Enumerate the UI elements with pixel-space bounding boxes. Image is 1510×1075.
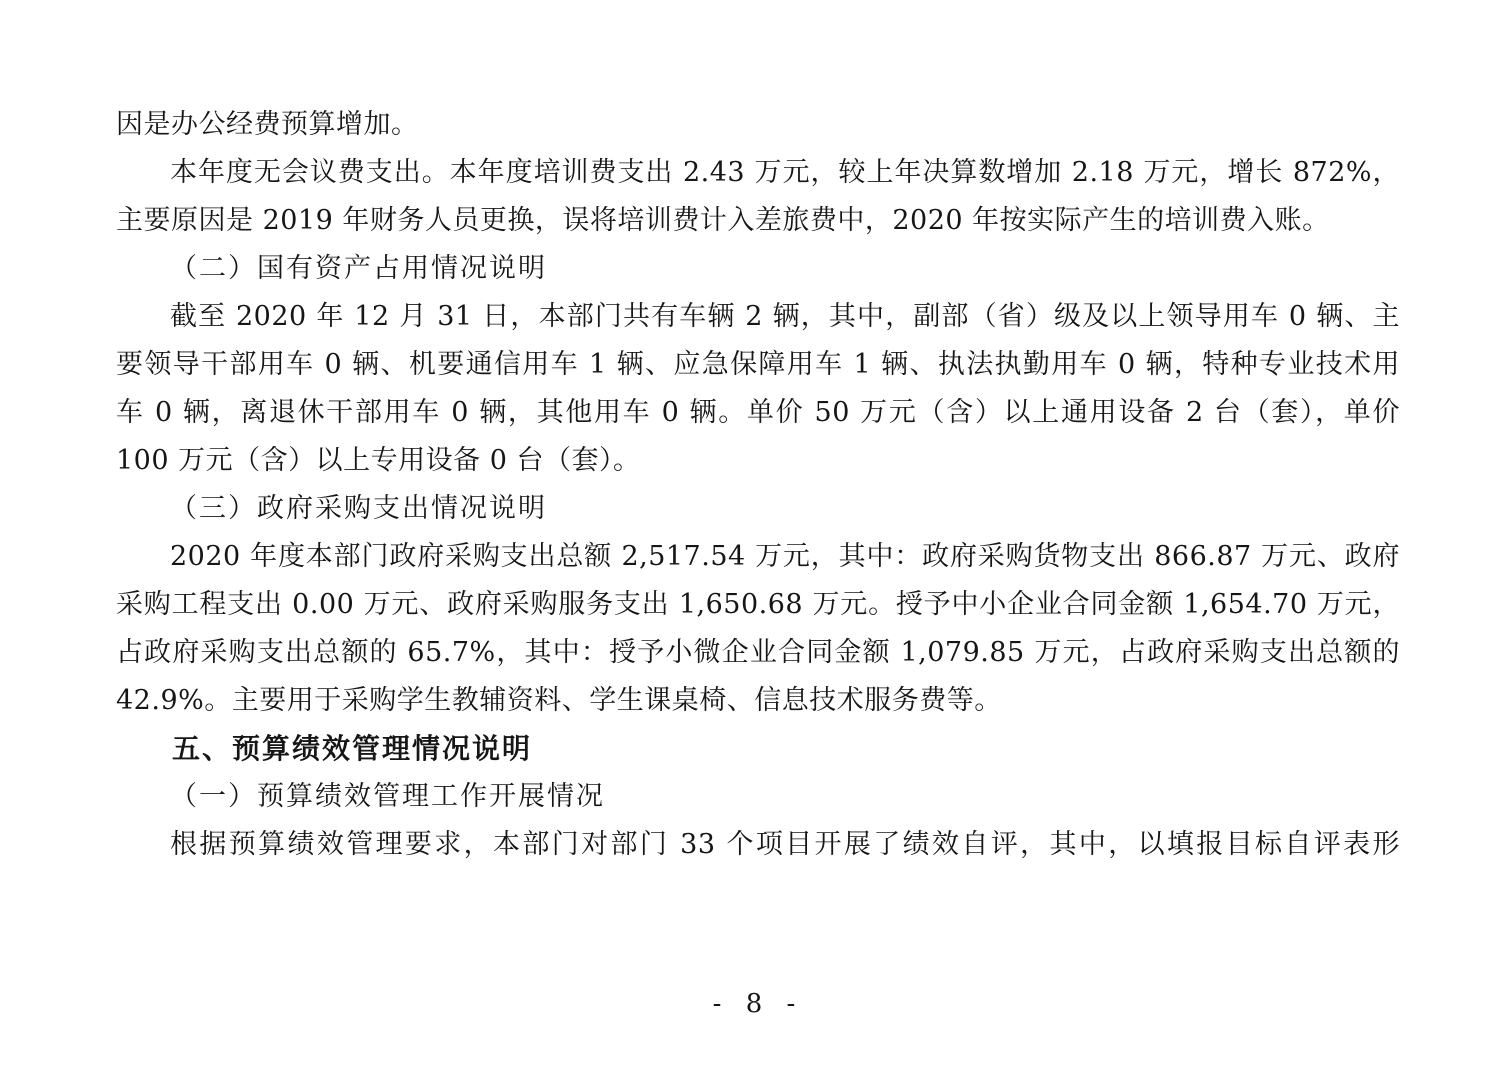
- paragraph-training-fee-line-1: 本年度无会议费支出。本年度培训费支出 2.43 万元，较上年决算数增加 2.18 万元，增长 872%，: [170, 157, 1400, 188]
- paragraph-training-fee-line-2: 主要原因是 2019 年财务人员更换，误将培训费计入差旅费中，2020 年按实际产生的培训费入账。: [116, 205, 1330, 236]
- heading-budget-performance-management: 五、预算绩效管理情况说明: [172, 732, 533, 765]
- heading-state-assets-occupancy: （二）国有资产占用情况说明: [170, 253, 547, 284]
- paragraph-performance-line-1: 根据预算绩效管理要求，本部门对部门 33 个项目开展了绩效自评，其中，以填报目标自评表形: [170, 829, 1400, 860]
- paragraph-state-assets-line-2: 要领导干部用车 0 辆、机要通信用车 1 辆、应急保障用车 1 辆、执法执勤用车 0 辆，特种专业技术用: [116, 349, 1400, 380]
- document-body: [116, 101, 1400, 869]
- page-footer: [116, 984, 1400, 1024]
- heading-government-procurement: （三）政府采购支出情况说明: [170, 493, 547, 524]
- paragraph-state-assets-line-1: 截至 2020 年 12 月 31 日，本部门共有车辆 2 辆，其中，副部（省）级及以上领导用车 0 辆、主: [170, 301, 1400, 332]
- paragraph-state-assets-line-3: 车 0 辆，离退休干部用车 0 辆，其他用车 0 辆。单价 50 万元（含）以上通用设备 2 台（套），单价: [116, 397, 1400, 428]
- paragraph-procurement-line-1: 2020 年度本部门政府采购支出总额 2,517.54 万元，其中：政府采购货物支出 866.87 万元、政府: [170, 541, 1400, 572]
- paragraph-procurement-line-2: 采购工程支出 0.00 万元、政府采购服务支出 1,650.68 万元。授予中小企业合同金额 1,654.70 万元，: [116, 589, 1400, 620]
- paragraph-procurement-line-3: 占政府采购支出总额的 65.7%，其中：授予小微企业合同金额 1,079.85 万元，占政府采购支出总额的: [116, 637, 1400, 668]
- heading-performance-work-development: （一）预算绩效管理工作开展情况: [170, 781, 605, 812]
- paragraph-procurement-line-4: 42.9%。主要用于采购学生教辅资料、学生课桌椅、信息技术服务费等。: [116, 685, 1002, 716]
- paragraph-state-assets-line-4: 100 万元（含）以上专用设备 0 台（套）。: [116, 445, 641, 476]
- page-number: - 8 -: [712, 989, 804, 1019]
- paragraph-office-expense-continuation: 因是办公经费预算增加。: [116, 109, 419, 140]
